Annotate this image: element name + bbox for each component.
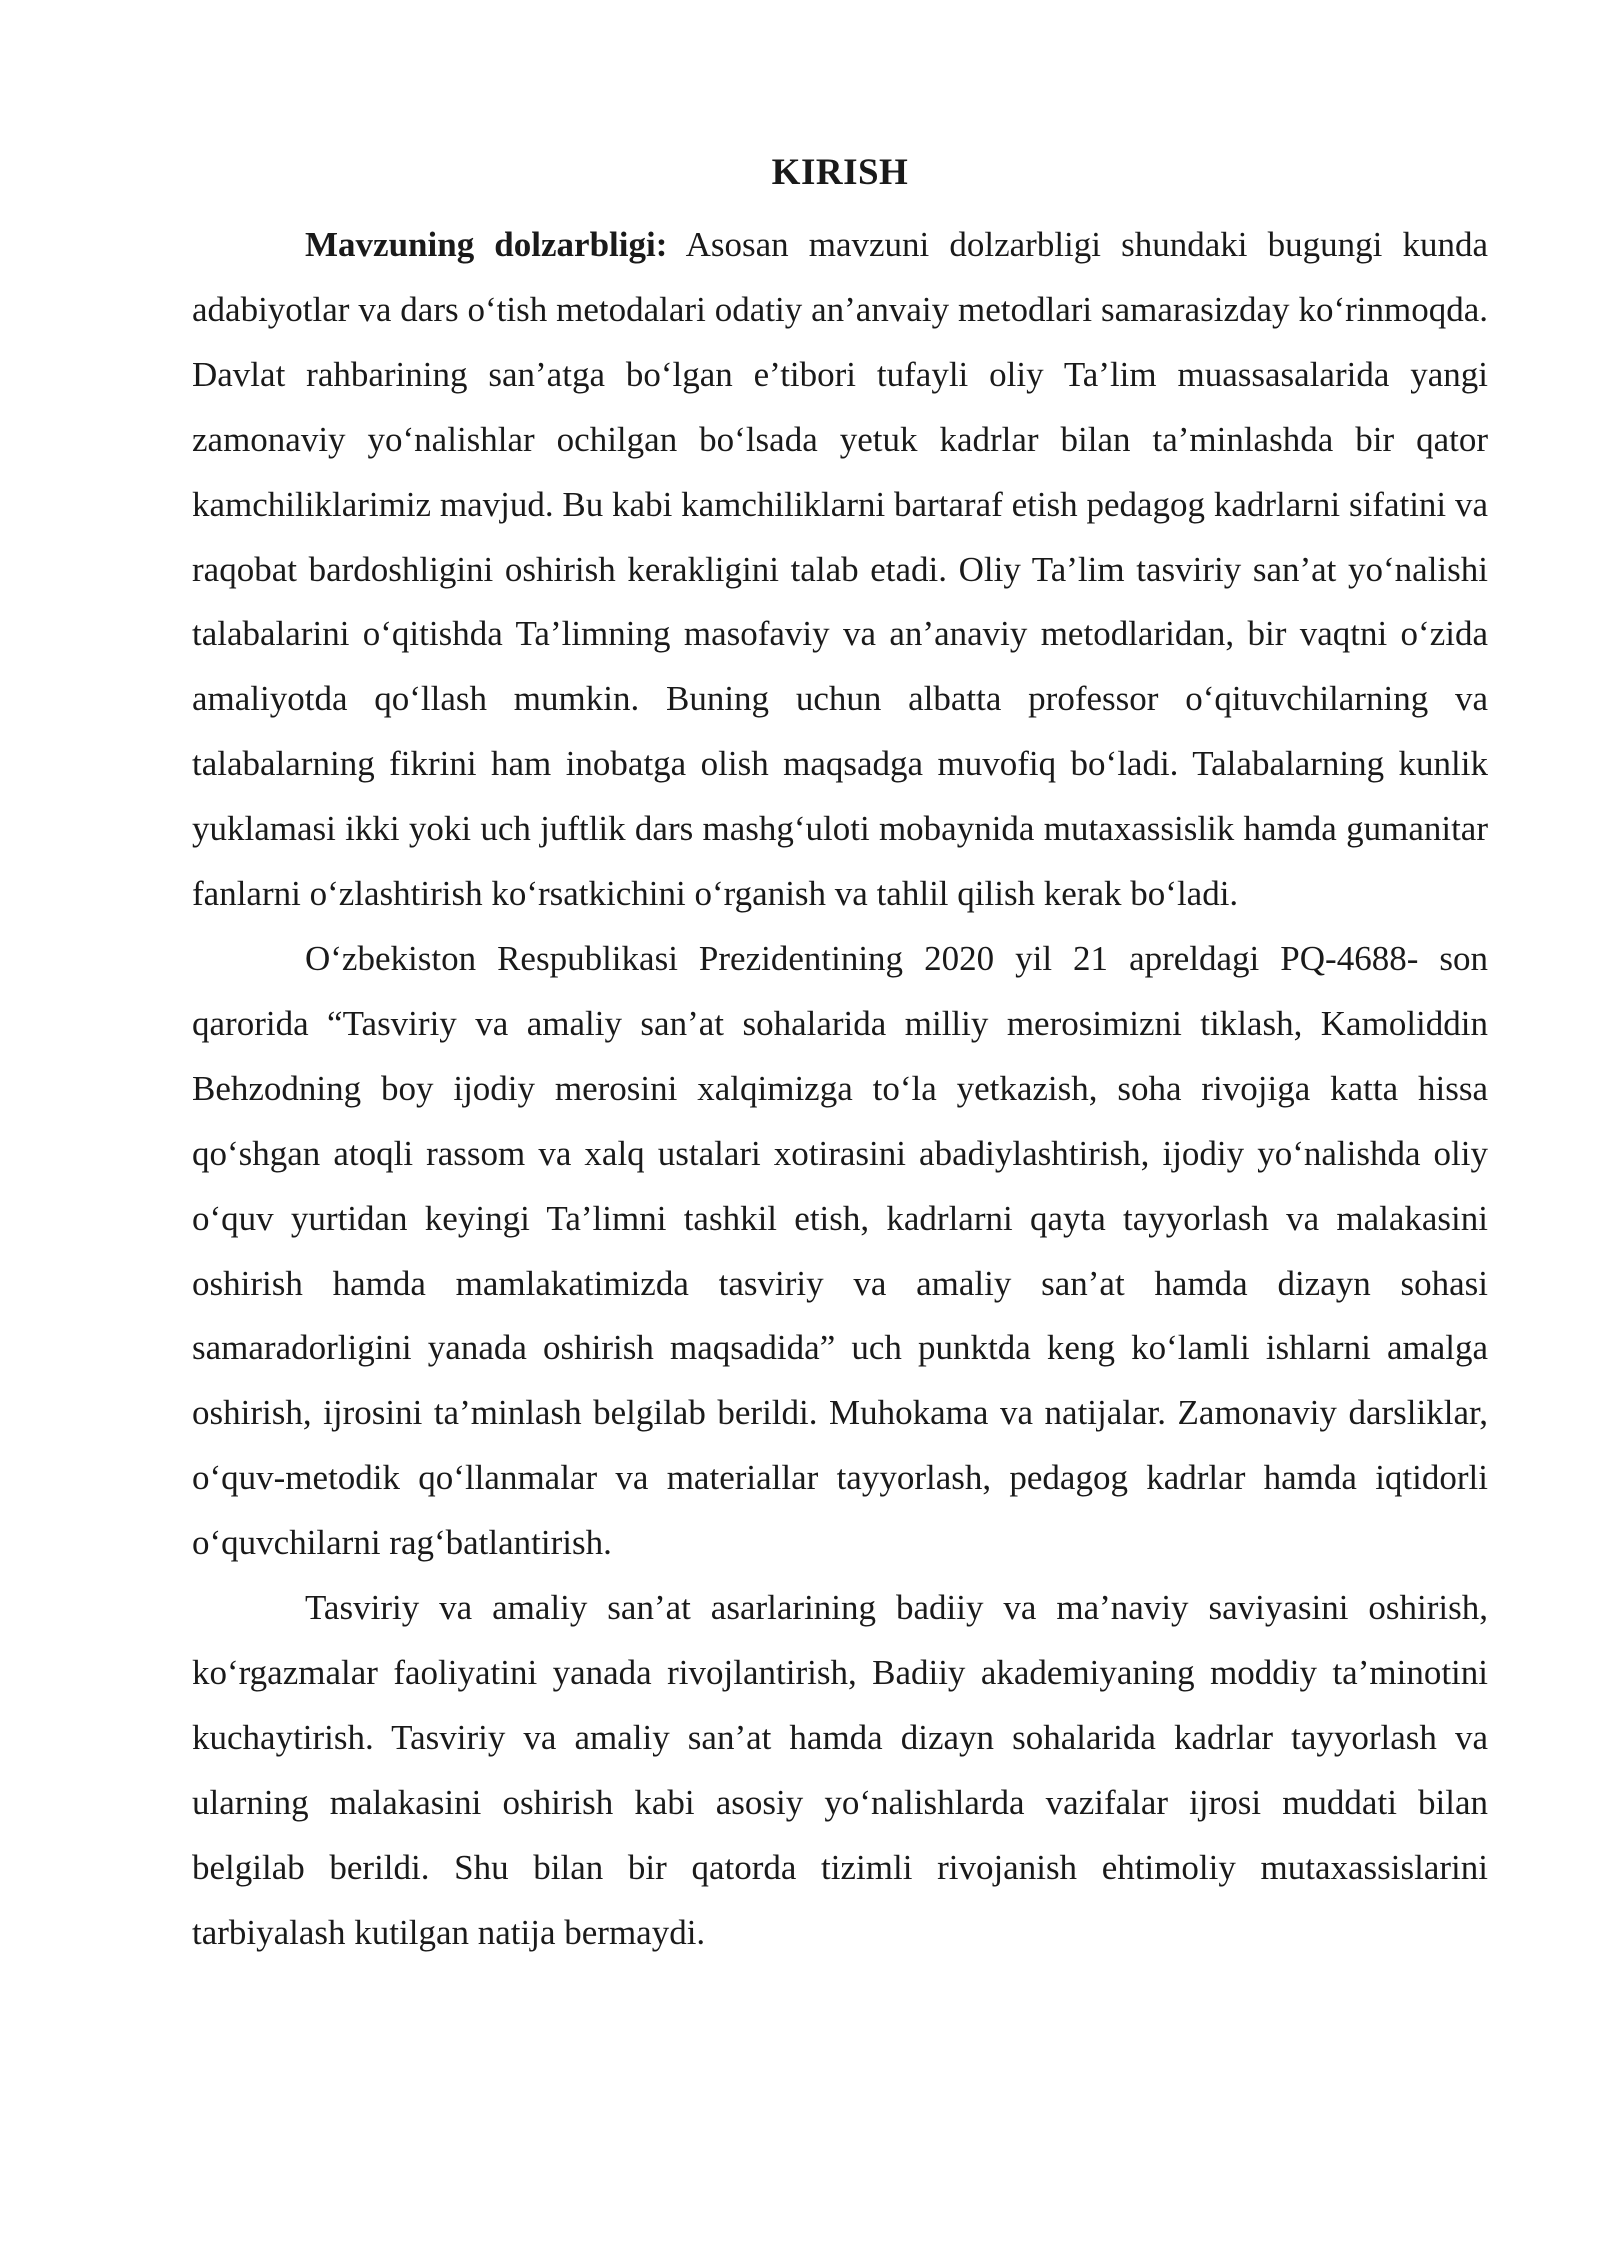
page-title: KIRISH [771,152,909,193]
paragraph-relevance [192,213,1488,927]
paragraph-text: Asosan mavzuni dolzarbligi shundaki bugungi kunda adabiyotlar va dars o‘tish metodalari odatiy an’anvaiy metodlari samarasizday ko‘rinmoqda. Davlat rahbarining san’atga bo‘lgan e’tibori tufayli oliy Ta’lim muassasalarida yangi zamonaviy yo‘nalishlar ochilgan bo‘lsada yetuk kadrlar bilan ta’minlashda bir qator kamchiliklarimiz mavjud. Bu kabi kamchiliklarni bartaraf etish pedagog kadrlarni sifatini va raqobat bardoshligini oshirish kerakligini talab etadi. Oliy Ta’lim tasviriy san’at yo‘nalishi talabalarini o‘qitishda Ta’limning masofaviy va an’anaviy metodlaridan, bir vaqtni o‘zida amaliyotda qo‘llash mumkin. Buning uchun albatta professor o‘qituvchilarning va talabalarning fikrini ham inobatga olish maqsadga muvofiq bo‘ladi. Talabalarning kunlik yuklamasi ikki yoki uch juftlik dars mashg‘uloti mobaynida mutaxassislik hamda gumanitar fanlarni o‘zlashtirish ko‘rsatkichini o‘rganish va tahlil qilish kerak bo‘ladi. [192,225,1488,914]
paragraph-lead-heading: Mavzuning dolzarbligi: [305,225,668,264]
paragraph-presidential-decree [192,927,1488,1576]
paragraph-text: Tasviriy va amaliy san’at asarlarining badiiy va ma’naviy saviyasini oshirish, ko‘rgazmalar faoliyatini yanada rivojlantirish, Badiiy akademiyaning moddiy ta’minotini kuchaytirish. Tasviriy va amaliy san’at hamda dizayn sohalarida kadrlar tayyorlash va ularning malakasini oshirish kabi asosiy yo‘nalishlarda vazifalar ijrosi muddati bilan belgilab berildi. Shu bilan bir qatorda tizimli rivojanish ehtimoliy mutaxassislarini tarbiyalash kutilgan natija bermaydi. [192,1588,1488,1952]
document-body [192,148,1488,1965]
paragraph-text: O‘zbekiston Respublikasi Prezidentining 2020 yil 21 apreldagi PQ-4688- son qarorida “Tasviriy va amaliy san’at sohalarida milliy merosimizni tiklash, Kamoliddin Behzodning boy ijodiy merosini xalqimizga to‘la yetkazish, soha rivojiga katta hissa qo‘shgan atoqli rassom va xalq ustalari xotirasini abadiylashtirish, ijodiy yo‘nalishda oliy o‘quv yurtidan keyingi Ta’limni tashkil etish, kadrlarni qayta tayyorlash va malakasini oshirish hamda mamlakatimizda tasviriy va amaliy san’at hamda dizayn sohasi samaradorligini yanada oshirish maqsadida” uch punktda keng ko‘lamli ishlarni amalga oshirish, ijrosini ta’minlash belgilab berildi. Muhokama va natijalar. Zamonaviy darsliklar, o‘quv-metodik qo‘llanmalar va materiallar tayyorlash, pedagog kadrlar hamda iqtidorli o‘quvchilarni rag‘batlantirish. [192,938,1488,1563]
paragraph-art-education-tasks [192,1576,1488,1965]
